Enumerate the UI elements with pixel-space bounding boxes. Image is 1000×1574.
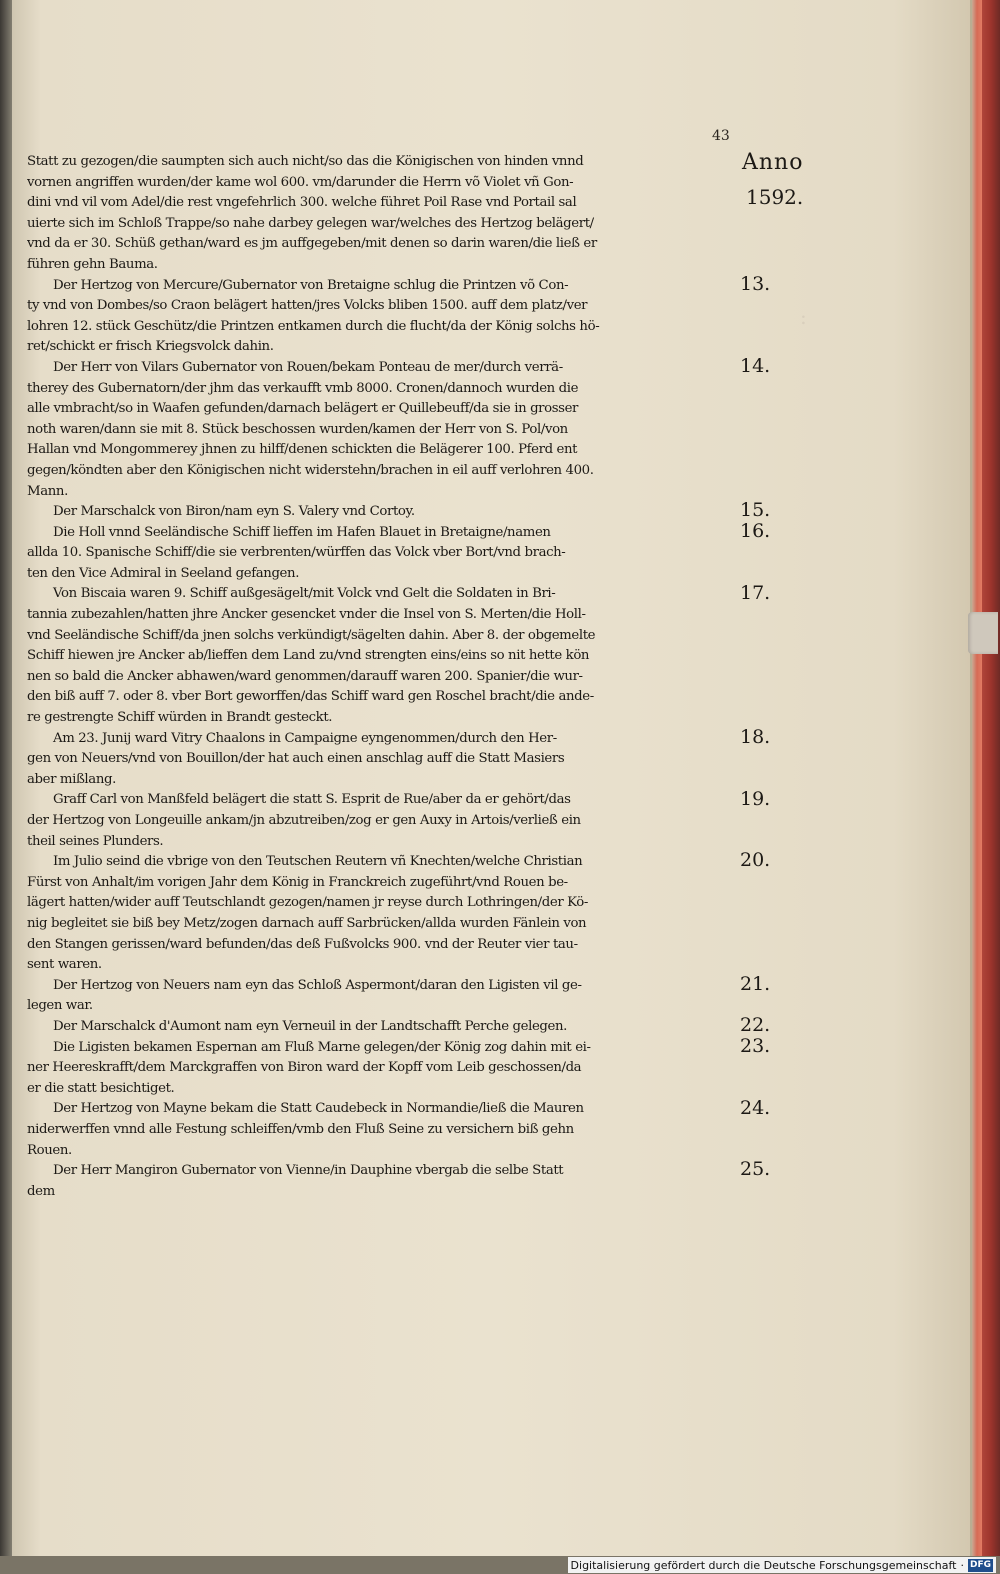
text-line: vnd Seeländische Schiff/da jnen solchs verkündigt/sägelten dahin. Aber 8. der obgemelte bbox=[27, 627, 596, 643]
page-number: 43 bbox=[712, 128, 730, 144]
text-line: Der Hertzog von Neuers nam eyn das Schloß Aspermont/daran den Ligisten vil ge- bbox=[53, 977, 582, 993]
text-line: tannia zubezahlen/hatten jhre Ancker gesencket vnder die Insel von S. Merten/die Holl- bbox=[27, 607, 586, 623]
text-line: der Hertzog von Longeuille ankam/jn abzutreiben/zog er gen Auxy in Artois/verließ ein bbox=[27, 813, 581, 828]
text-line: nen so bald die Ancker abhawen/ward genommen/darauff waren 200. Spanier/die wur- bbox=[27, 668, 583, 684]
text-line: allda 10. Spanische Schiff/die sie verbrenten/würffen das Volck vber Bort/vnd brach- bbox=[27, 545, 566, 561]
book-cover-edge bbox=[982, 0, 1000, 1556]
margin-number: 23. bbox=[740, 1034, 771, 1057]
text-line: Fürst von Anhalt/im vorigen Jahr dem König in Franckreich zugeführt/vnd Rouen be- bbox=[27, 874, 568, 890]
text-line: lägert hatten/wider auff Teutschlandt gezogen/namen jr reyse durch Lothringen/der Kö- bbox=[27, 895, 588, 911]
margin-number: 15. bbox=[740, 499, 771, 522]
text-line: noth waren/dann sie mit 8. Stück beschossen wurden/kamen der Herr von S. Pol/von bbox=[27, 421, 568, 437]
text-line: gegen/köndten aber den Königischen nicht widerstehn/brachen in eil auff verlohren 400. bbox=[27, 462, 594, 478]
text-line: Rouen. bbox=[27, 1142, 72, 1158]
text-line: Schiff hiewen jre Ancker ab/lieffen dem Land zu/vnd strengten eins/eins so nit hette kön bbox=[27, 648, 590, 664]
text-line: Der Hertzog von Mercure/Gubernator von Bretaigne schlug die Printzen võ Con- bbox=[53, 277, 569, 293]
text-line: dem bbox=[27, 1183, 55, 1199]
text-line: führen gehn Bauma. bbox=[27, 256, 158, 272]
page-clip-tab bbox=[968, 612, 998, 654]
dfg-footer: Digitalisierung gefördert durch die Deutsche Forschungsgemeinschaft · DFG bbox=[568, 1557, 996, 1573]
text-line: ret/schickt er frisch Kriegsvolck dahin. bbox=[27, 339, 274, 355]
text-line: Graff Carl von Manßfeld belägert die statt S. Esprit de Rue/aber da er gehört/das bbox=[53, 792, 571, 808]
text-line: uierte sich im Schloß Trappe/so nahe darbey gelegen war/welches des Hertzog belägert/ bbox=[27, 215, 594, 231]
margin-number: 20. bbox=[740, 849, 771, 872]
text-line: Am 23. Junij ward Vitry Chaalons in Campaigne eyngenommen/durch den Her- bbox=[53, 730, 557, 746]
margin-number: 24. bbox=[740, 1096, 771, 1119]
margin-number: 16. bbox=[740, 519, 771, 542]
text-line: aber mißlang. bbox=[27, 771, 116, 787]
text-line: Mann. bbox=[27, 483, 68, 499]
text-line: Der Marschalck d'Aumont nam eyn Verneuil in der Landtschafft Perche gelegen. bbox=[53, 1018, 567, 1034]
text-line: therey des Gubernatorn/der jhm das verkaufft vmb 8000. Cronen/dannoch wurden die bbox=[27, 380, 579, 396]
show-through-mark: : bbox=[800, 305, 807, 329]
text-line: er die statt besichtiget. bbox=[27, 1080, 175, 1096]
margin-number: 25. bbox=[740, 1158, 771, 1181]
text-line: Der Herr von Vilars Gubernator von Rouen/bekam Ponteau de mer/durch verrä- bbox=[53, 359, 563, 375]
margin-number: 22. bbox=[740, 1014, 771, 1037]
text-line: vnd da er 30. Schüß gethan/ward es jm auffgegeben/mit denen so darin waren/die ließ er bbox=[27, 236, 597, 252]
dfg-logo: DFG bbox=[969, 1559, 991, 1570]
text-line: theil seines Plunders. bbox=[27, 833, 164, 849]
margin-anno: Anno bbox=[742, 150, 804, 175]
text-line: Der Herr Mangiron Gubernator von Vienne/in Dauphine vbergab die selbe Statt bbox=[53, 1163, 564, 1179]
page-block-edge bbox=[972, 0, 982, 1556]
footer-text: Digitalisierung gefördert durch die Deutsche Forschungsgemeinschaft bbox=[570, 1558, 957, 1572]
text-line: den biß auff 7. oder 8. vber Bort geworffen/das Schiff ward gen Roschel bracht/die ande- bbox=[27, 689, 594, 705]
margin-number: 14. bbox=[740, 355, 771, 377]
text-line: dini vnd vil vom Adel/die rest vngefehrlich 300. welche führet Poil Rase vnd Portail sal bbox=[27, 195, 577, 211]
text-line: vornen angriffen wurden/der kame wol 600. vm/darunder die Herrn võ Violet vñ Gon- bbox=[27, 174, 574, 190]
text-line: Statt zu gezogen/die saumpten sich auch nicht/so das die Königischen von hinden vnnd bbox=[27, 154, 584, 169]
margin-year: 1592. bbox=[746, 185, 804, 209]
text-line: ty vnd von Dombes/so Craon belägert hatten/jres Volcks bliben 1500. auff dem platz/ver bbox=[27, 298, 588, 314]
margin-number: 21. bbox=[740, 973, 771, 995]
margin-number: 13. bbox=[740, 272, 771, 295]
text-line: ner Heereskrafft/dem Marckgraffen von Biron ward der Kopff vom Leib geschossen/da bbox=[27, 1060, 582, 1076]
margin-number: 19. bbox=[740, 787, 771, 810]
text-line: niderwerffen vnnd alle Festung schleiffen/vmb den Fluß Seine zu versichern biß gehn bbox=[27, 1121, 574, 1137]
text-line: re gestrengte Schiff würden in Brandt gesteckt. bbox=[27, 710, 333, 726]
body-text bbox=[27, 152, 739, 1202]
text-line: legen war. bbox=[27, 998, 93, 1014]
text-line: nig begleitet sie biß bey Metz/zogen darnach auff Sarbrücken/allda wurden Fänlein von bbox=[27, 915, 587, 931]
margin-number: 18. bbox=[740, 725, 771, 748]
text-line: Die Ligisten bekamen Espernan am Fluß Marne gelegen/der König zog dahin mit ei- bbox=[53, 1039, 591, 1055]
text-line: Von Biscaia waren 9. Schiff außgesägelt/mit Volck vnd Gelt die Soldaten in Bri- bbox=[53, 586, 556, 602]
text-line: ten den Vice Admiral in Seeland gefangen. bbox=[27, 565, 300, 581]
text-line: lohren 12. stück Geschütz/die Printzen entkamen durch die flucht/da der König solchs hö- bbox=[27, 318, 600, 334]
text-line: Im Julio seind die vbrige von den Teutschen Reutern vñ Knechten/welche Christian bbox=[53, 854, 583, 870]
text-line: Der Hertzog von Mayne bekam die Statt Caudebeck in Normandie/ließ die Mauren bbox=[53, 1101, 584, 1117]
text-line: Der Marschalck von Biron/nam eyn S. Valery vnd Cortoy. bbox=[53, 504, 415, 520]
text-line: Hallan vnd Mongommerey jhnen zu hilff/denen schickten die Belägerer 100. Pferd ent bbox=[27, 442, 578, 458]
text-line: sent waren. bbox=[27, 957, 102, 973]
text-line: Die Holl vnnd Seeländische Schiff lieffen im Hafen Blauet in Bretaigne/namen bbox=[53, 524, 551, 540]
text-line: alle vmbracht/so in Waafen gefunden/darnach belägert er Quillebeuff/da sie in grosser bbox=[27, 401, 579, 417]
margin-number: 17. bbox=[740, 581, 771, 604]
text-line: den Stangen gerissen/ward befunden/das deß Fußvolcks 900. vnd der Reuter vier tau- bbox=[27, 936, 578, 952]
text-line: gen von Neuers/vnd von Bouillon/der hat auch einen anschlag auff die Statt Masiers bbox=[27, 751, 565, 767]
